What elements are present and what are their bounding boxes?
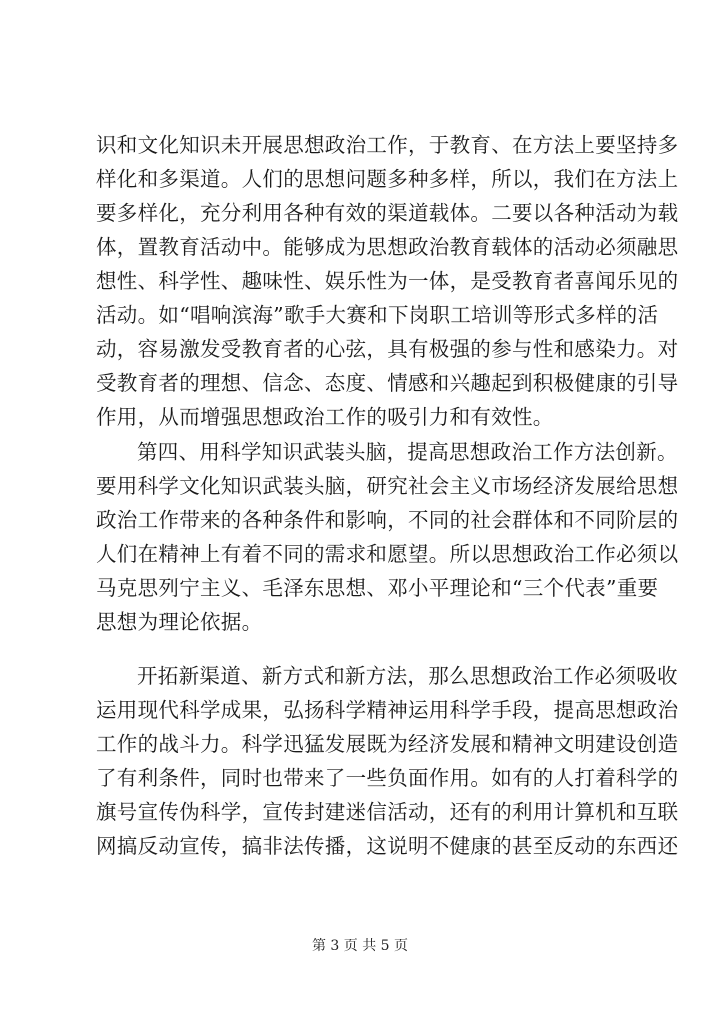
paragraph-first-line: 开拓新渠道、新方式和新方法，那么思想政治工作必须吸收 [137, 664, 678, 688]
text-line: 网搞反动宣传，搞非法传播，这说明不健康的甚至反动的东西还 [96, 834, 679, 858]
text-line: 马克思列宁主义、毛泽东思想、邓小平理论和“三个代表”重要 [96, 576, 659, 600]
page-number-footer: 第 3 页 共 5 页 [311, 938, 409, 954]
text-line: 政治工作带来的各种条件和影响，不同的社会群体和不同阶层的 [96, 508, 679, 532]
text-line: 要多样化，充分利用各种有效的渠道载体。二要以各种活动为载 [96, 201, 679, 225]
text-line: 要用科学文化知识武装头脑，研究社会主义市场经济发展给思想 [96, 474, 679, 498]
text-line: 思想为理论依据。 [96, 610, 263, 634]
text-line: 运用现代科学成果，弘扬科学精神运用科学手段，提高思想政治 [96, 698, 679, 722]
text-line: 工作的战斗力。科学迅猛发展既为经济发展和精神文明建设创造 [96, 732, 679, 756]
text-line: 识和文化知识未开展思想政治工作，于教育、在方法上要坚持多 [96, 133, 679, 157]
text-line: 动，容易激发受教育者的心弦，具有极强的参与性和感染力。对 [96, 337, 679, 361]
text-line: 旗号宣传伪科学，宣传封建迷信活动，还有的利用计算机和互联 [96, 800, 679, 824]
text-line: 活动。如“唱响滨海”歌手大赛和下岗职工培训等形式多样的活 [96, 303, 659, 327]
text-line: 人们在精神上有着不同的需求和愿望。所以思想政治工作必须以 [96, 542, 679, 566]
text-line: 作用，从而增强思想政治工作的吸引力和有效性。 [96, 405, 554, 429]
text-line: 了有利条件，同时也带来了一些负面作用。如有的人打着科学的 [96, 766, 679, 790]
text-line: 样化和多渠道。人们的思想问题多种多样，所以，我们在方法上 [96, 167, 679, 191]
paragraph-heading-line: 第四、用科学知识武装头脑，提高思想政治工作方法创新。 [137, 440, 678, 464]
text-line: 想性、科学性、趣味性、娱乐性为一体，是受教育者喜闻乐见的 [96, 269, 679, 293]
text-line: 受教育者的理想、信念、态度、情感和兴趣起到积极健康的引导 [96, 371, 679, 395]
text-line: 体，置教育活动中。能够成为思想政治教育载体的活动必须融思 [96, 235, 679, 259]
